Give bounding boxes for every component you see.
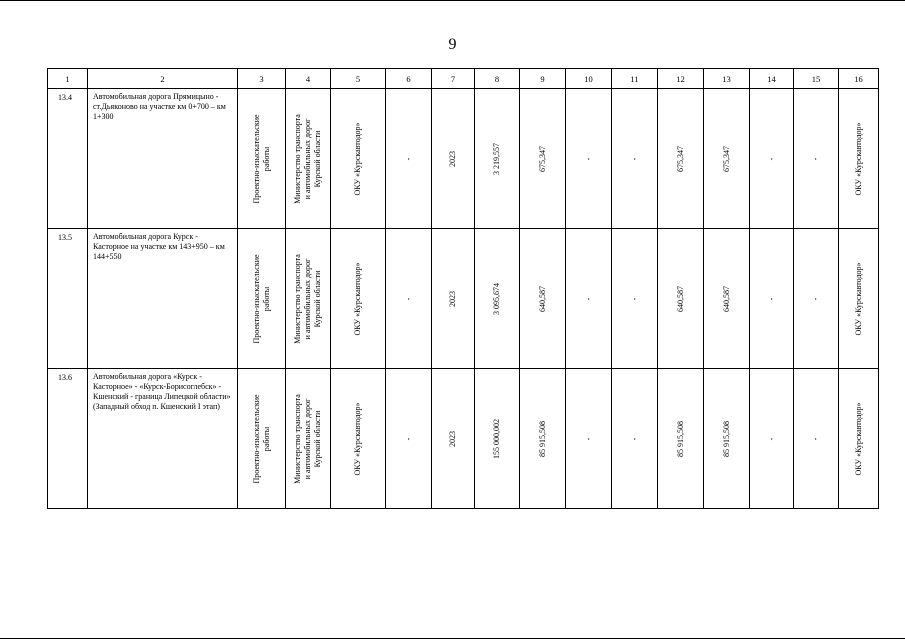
- header-cell: 14: [750, 69, 794, 89]
- col13-value: 675,347: [721, 145, 731, 172]
- col6-cell: [386, 229, 432, 369]
- year-cell: [432, 89, 475, 229]
- agency-cell: [286, 369, 331, 509]
- col13-cell: [704, 89, 750, 229]
- agency-cell: [286, 229, 331, 369]
- col9-cell: [520, 89, 566, 229]
- header-cell: 4: [286, 69, 331, 89]
- page-number: 9: [448, 36, 457, 53]
- col9-value: 640,587: [537, 285, 547, 312]
- col13-value: 640,587: [721, 285, 731, 312]
- work-type-line: работы: [261, 146, 271, 171]
- col13-cell: [704, 369, 750, 509]
- col14-cell: [750, 229, 794, 369]
- agency-line: и автомобильных дорог: [303, 258, 312, 339]
- agency-line: Курской области: [313, 270, 322, 327]
- table-row: [48, 89, 879, 229]
- col11-value: -: [629, 437, 639, 440]
- customer-cell: [331, 369, 386, 509]
- col6-cell: [386, 369, 432, 509]
- col6-value: -: [403, 157, 413, 160]
- col9-cell: [520, 229, 566, 369]
- customer-cell: [331, 89, 386, 229]
- header-cell: 13: [704, 69, 750, 89]
- col15-value: -: [811, 297, 820, 300]
- header-cell: 15: [794, 69, 839, 89]
- col11-cell: [612, 369, 658, 509]
- work-type-line: работы: [261, 426, 271, 451]
- col9-value: 85 915,508: [537, 420, 547, 457]
- executor-text: ОКУ «Курскавтодор»: [853, 261, 863, 336]
- year-cell: [432, 369, 475, 509]
- col10-cell: [566, 369, 612, 509]
- col15-value: -: [811, 157, 820, 160]
- header-cell: 11: [612, 69, 658, 89]
- agency-line: и автомобильных дорог: [303, 398, 312, 479]
- work-type-line: Проектно-изыскательские: [251, 393, 261, 484]
- executor-cell: [839, 369, 879, 509]
- year-value: 2023: [448, 430, 457, 447]
- cost-value: 155 000,002: [492, 418, 501, 459]
- col10-cell: [566, 229, 612, 369]
- cost-cell: [475, 369, 520, 509]
- agency-line: Министерство транспорта: [293, 113, 302, 204]
- customer-cell: [331, 229, 386, 369]
- object-name: Автомобильная дорога Курск - Касторное на участке км 143+950 – км 144+550: [88, 229, 238, 369]
- col14-cell: [750, 369, 794, 509]
- table-row: [48, 369, 879, 509]
- col13-value: 85 915,508: [721, 420, 731, 457]
- col15-cell: [794, 369, 839, 509]
- work-type-line: работы: [261, 286, 271, 311]
- col10-value: -: [583, 297, 593, 300]
- agency-line: Курской области: [313, 130, 322, 187]
- object-name: Автомобильная дорога «Курск - Касторное» - «Курск-Борисоглебск» - Кшенский - граница Липецкой области» (Западный обход п. Кшенский I этап): [88, 369, 238, 509]
- header-cell: 8: [475, 69, 520, 89]
- col15-cell: [794, 229, 839, 369]
- col15-value: -: [811, 437, 820, 440]
- agency-line: и автомобильных дорог: [303, 118, 312, 199]
- executor-text: ОКУ «Курскавтодор»: [853, 401, 863, 476]
- header-cell: 3: [238, 69, 286, 89]
- row-number: 13.5: [48, 229, 88, 369]
- col12-value: 640,587: [675, 285, 685, 312]
- col9-cell: [520, 369, 566, 509]
- top-scan-edge: [0, 0, 905, 1]
- header-cell: 6: [386, 69, 432, 89]
- year-value: 2023: [448, 290, 457, 307]
- col10-cell: [566, 89, 612, 229]
- cost-value: 3 095,674: [492, 282, 501, 315]
- col6-cell: [386, 89, 432, 229]
- col6-value: -: [403, 297, 413, 300]
- header-cell: 5: [331, 69, 386, 89]
- row-number: 13.6: [48, 369, 88, 509]
- header-cell: 7: [432, 69, 475, 89]
- col11-value: -: [629, 297, 639, 300]
- col12-value: 85 915,508: [675, 420, 685, 457]
- agency-line: Министерство транспорта: [293, 253, 302, 344]
- bottom-scan-edge: [0, 638, 905, 639]
- col13-cell: [704, 229, 750, 369]
- agency-line: Курской области: [313, 410, 322, 467]
- col14-value: -: [766, 157, 776, 160]
- agency-line: Министерство транспорта: [293, 393, 302, 484]
- header-cell: 9: [520, 69, 566, 89]
- col15-cell: [794, 89, 839, 229]
- header-cell: 1: [48, 69, 88, 89]
- customer-text: ОКУ «Курскавтодор»: [353, 121, 362, 196]
- col10-value: -: [583, 437, 593, 440]
- work-type-line: Проектно-изыскательские: [251, 253, 261, 344]
- header-cell: 2: [88, 69, 238, 89]
- col12-cell: [658, 229, 704, 369]
- work-type-line: Проектно-изыскательские: [251, 113, 261, 204]
- table-row: [48, 229, 879, 369]
- col6-value: -: [403, 437, 413, 440]
- header-cell: 16: [839, 69, 879, 89]
- program-table: [47, 68, 879, 509]
- year-value: 2023: [448, 150, 457, 167]
- col9-value: 675,347: [537, 145, 547, 172]
- agency-cell: [286, 89, 331, 229]
- col12-cell: [658, 369, 704, 509]
- work-type-cell: [238, 369, 286, 509]
- cost-value: 3 219,557: [492, 142, 501, 175]
- col10-value: -: [583, 157, 593, 160]
- col14-cell: [750, 89, 794, 229]
- row-number: 13.4: [48, 89, 88, 229]
- col11-cell: [612, 89, 658, 229]
- col12-cell: [658, 89, 704, 229]
- executor-cell: [839, 89, 879, 229]
- customer-text: ОКУ «Курскавтодор»: [353, 401, 362, 476]
- cost-cell: [475, 229, 520, 369]
- header-row: [48, 69, 879, 89]
- col11-value: -: [629, 157, 639, 160]
- cost-cell: [475, 89, 520, 229]
- executor-text: ОКУ «Курскавтодор»: [853, 121, 863, 196]
- object-name: Автомобильная дорога Прямицыно - ст.Дьяконово на участке км 0+700 – км 1+300: [88, 89, 238, 229]
- customer-text: ОКУ «Курскавтодор»: [353, 261, 362, 336]
- col14-value: -: [766, 437, 776, 440]
- work-type-cell: [238, 229, 286, 369]
- col11-cell: [612, 229, 658, 369]
- col14-value: -: [766, 297, 776, 300]
- header-cell: 10: [566, 69, 612, 89]
- work-type-cell: [238, 89, 286, 229]
- executor-cell: [839, 229, 879, 369]
- col12-value: 675,347: [675, 145, 685, 172]
- year-cell: [432, 229, 475, 369]
- header-cell: 12: [658, 69, 704, 89]
